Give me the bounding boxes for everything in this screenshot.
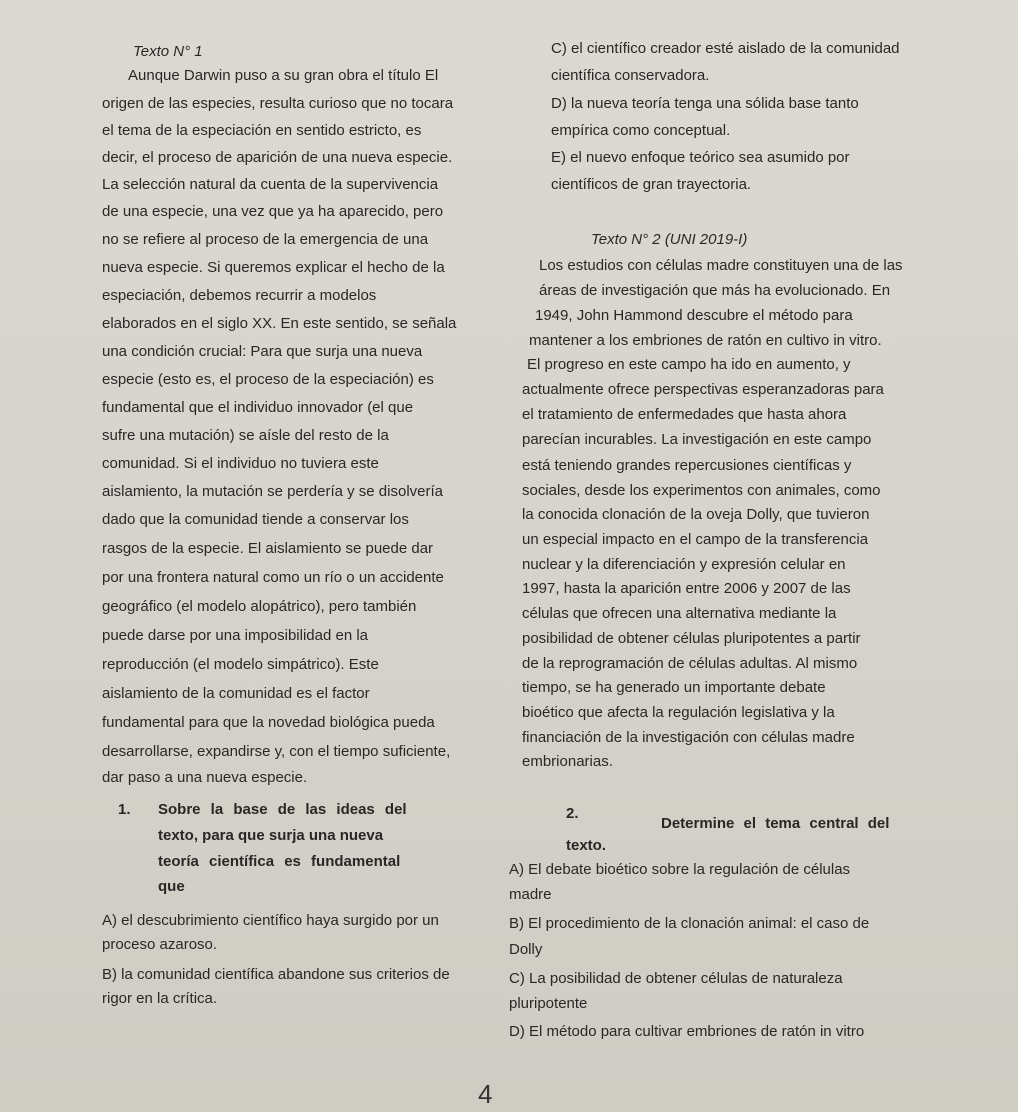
answer-option[interactable]: E) el nuevo enfoque teórico sea asumido por bbox=[551, 149, 850, 166]
text2-line: un especial impacto en el campo de la transferencia bbox=[522, 531, 869, 548]
text2-line: nuclear y la diferenciación y expresión celular en bbox=[522, 556, 846, 573]
text2-line: tiempo, se ha generado un importante debate bbox=[522, 679, 826, 696]
text1-line: aislamiento, la mutación se perdería y se disolvería bbox=[102, 483, 444, 500]
question-stem-line: Sobre la base de las ideas del bbox=[158, 801, 407, 818]
text2-line: actualmente ofrece perspectivas esperanzadoras para bbox=[522, 381, 884, 398]
text2-line: El progreso en este campo ha ido en aumento, y bbox=[527, 356, 851, 373]
text1-line: comunidad. Si el individuo no tuviera este bbox=[102, 455, 379, 472]
question-number: 1. bbox=[118, 801, 131, 818]
text2-line: el tratamiento de enfermedades que hasta ahora bbox=[522, 406, 847, 423]
text2-line: 1997, hasta la aparición entre 2006 y 2007 de las bbox=[522, 580, 851, 597]
text2-line: parecían incurables. La investigación en este campo bbox=[522, 431, 872, 448]
text2-line: sociales, desde los experimentos con animales, como bbox=[522, 482, 881, 499]
question-stem-line: Determine el tema central del bbox=[661, 815, 890, 832]
text1-line: geográfico (el modelo alopátrico), pero también bbox=[102, 598, 417, 615]
answer-option[interactable]: C) el científico creador esté aislado de la comunidad bbox=[551, 40, 900, 57]
text2-line: Los estudios con células madre constituyen una de las bbox=[539, 257, 903, 274]
text1-line: decir, el proceso de aparición de una nueva especie. bbox=[102, 149, 453, 166]
text2-line: mantener a los embriones de ratón en cultivo in vitro. bbox=[529, 332, 882, 349]
text1-line: especie (esto es, el proceso de la especiación) es bbox=[102, 371, 434, 388]
text1-line: no se refiere al proceso de la emergencia de una bbox=[102, 231, 429, 248]
text1-line: reproducción (el modelo simpátrico). Este bbox=[102, 656, 379, 673]
text1-line: de una especie, una vez que ya ha aparecido, pero bbox=[102, 203, 444, 220]
text2-line: la conocida clonación de la oveja Dolly, que tuvieron bbox=[522, 506, 870, 523]
answer-option[interactable]: B) El procedimiento de la clonación animal: el caso de bbox=[509, 915, 870, 932]
answer-option[interactable]: D) El método para cultivar embriones de ratón in vitro bbox=[509, 1023, 865, 1040]
text1-line: el tema de la especiación en sentido estricto, es bbox=[102, 122, 422, 139]
text1-line: rasgos de la especie. El aislamiento se puede dar bbox=[102, 540, 434, 557]
text1-line: nueva especie. Si queremos explicar el hecho de la bbox=[102, 259, 445, 276]
question-stem-line: texto, para que surja una nueva bbox=[158, 827, 384, 844]
text2-line: bioético que afecta la regulación legislativa y la bbox=[522, 704, 835, 721]
answer-option-continued: Dolly bbox=[509, 941, 543, 958]
text1-line: desarrollarse, expandirse y, con el tiempo suficiente, bbox=[102, 743, 451, 760]
answer-option[interactable]: A) el descubrimiento científico haya surgido por un bbox=[102, 912, 439, 929]
text2-line: financiación de la investigación con células madre bbox=[522, 729, 855, 746]
text2-line: está teniendo grandes repercusiones científicas y bbox=[522, 457, 852, 474]
question-stem-line: que bbox=[158, 878, 185, 895]
question-stem-line: texto. bbox=[566, 837, 607, 854]
answer-option-continued: madre bbox=[509, 886, 552, 903]
text1-title: Texto N° 1 bbox=[133, 43, 203, 60]
text2-line: 1949, John Hammond descubre el método para bbox=[535, 307, 853, 324]
question-stem-line: teoría científica es fundamental bbox=[158, 853, 401, 870]
text1-line: elaborados en el siglo XX. En este sentido, se señala bbox=[102, 315, 457, 332]
answer-option[interactable]: D) la nueva teoría tenga una sólida base tanto bbox=[551, 95, 859, 112]
text1-line: sufre una mutación) se aísle del resto de la bbox=[102, 427, 389, 444]
text1-line: especiación, debemos recurrir a modelos bbox=[102, 287, 377, 304]
answer-option-continued: pluripotente bbox=[509, 995, 588, 1012]
text2-line: áreas de investigación que más ha evolucionado. En bbox=[539, 282, 891, 299]
text1-line: aislamiento de la comunidad es el factor bbox=[102, 685, 370, 702]
text2-title: Texto N° 2 (UNI 2019-I) bbox=[591, 231, 748, 248]
text2-line: células que ofrecen una alternativa mediante la bbox=[522, 605, 837, 622]
text2-line: embrionarias. bbox=[522, 753, 613, 770]
text2-line: posibilidad de obtener células pluripotentes a partir bbox=[522, 630, 861, 647]
text1-line: origen de las especies, resulta curioso que no tocara bbox=[102, 95, 454, 112]
text1-line: dado que la comunidad tiende a conservar los bbox=[102, 511, 409, 528]
text1-line: fundamental para que la novedad biológica pueda bbox=[102, 714, 435, 731]
answer-option-continued: científica conservadora. bbox=[551, 67, 710, 84]
answer-option[interactable]: A) El debate bioético sobre la regulación de células bbox=[509, 861, 851, 878]
text1-line: La selección natural da cuenta de la supervivencia bbox=[102, 176, 439, 193]
question-number: 2. bbox=[566, 805, 579, 822]
text1-line: por una frontera natural como un río o un accidente bbox=[102, 569, 444, 586]
answer-option-continued: rigor en la crítica. bbox=[102, 990, 218, 1007]
text1-line: fundamental que el individuo innovador (el que bbox=[102, 399, 414, 416]
answer-option-continued: científicos de gran trayectoria. bbox=[551, 176, 752, 193]
answer-option-continued: proceso azaroso. bbox=[102, 936, 218, 953]
answer-option[interactable]: C) La posibilidad de obtener células de naturaleza bbox=[509, 970, 843, 987]
answer-option[interactable]: B) la comunidad científica abandone sus criterios de bbox=[102, 966, 450, 983]
text2-line: de la reprogramación de células adultas. Al mismo bbox=[522, 655, 858, 672]
text1-line: dar paso a una nueva especie. bbox=[102, 769, 308, 786]
page-number: 4 bbox=[478, 1079, 493, 1109]
answer-option-continued: empírica como conceptual. bbox=[551, 122, 731, 139]
text1-line: puede darse por una imposibilidad en la bbox=[102, 627, 369, 644]
text1-line: una condición crucial: Para que surja una nueva bbox=[102, 343, 423, 360]
text1-line: Aunque Darwin puso a su gran obra el título El bbox=[128, 67, 439, 84]
